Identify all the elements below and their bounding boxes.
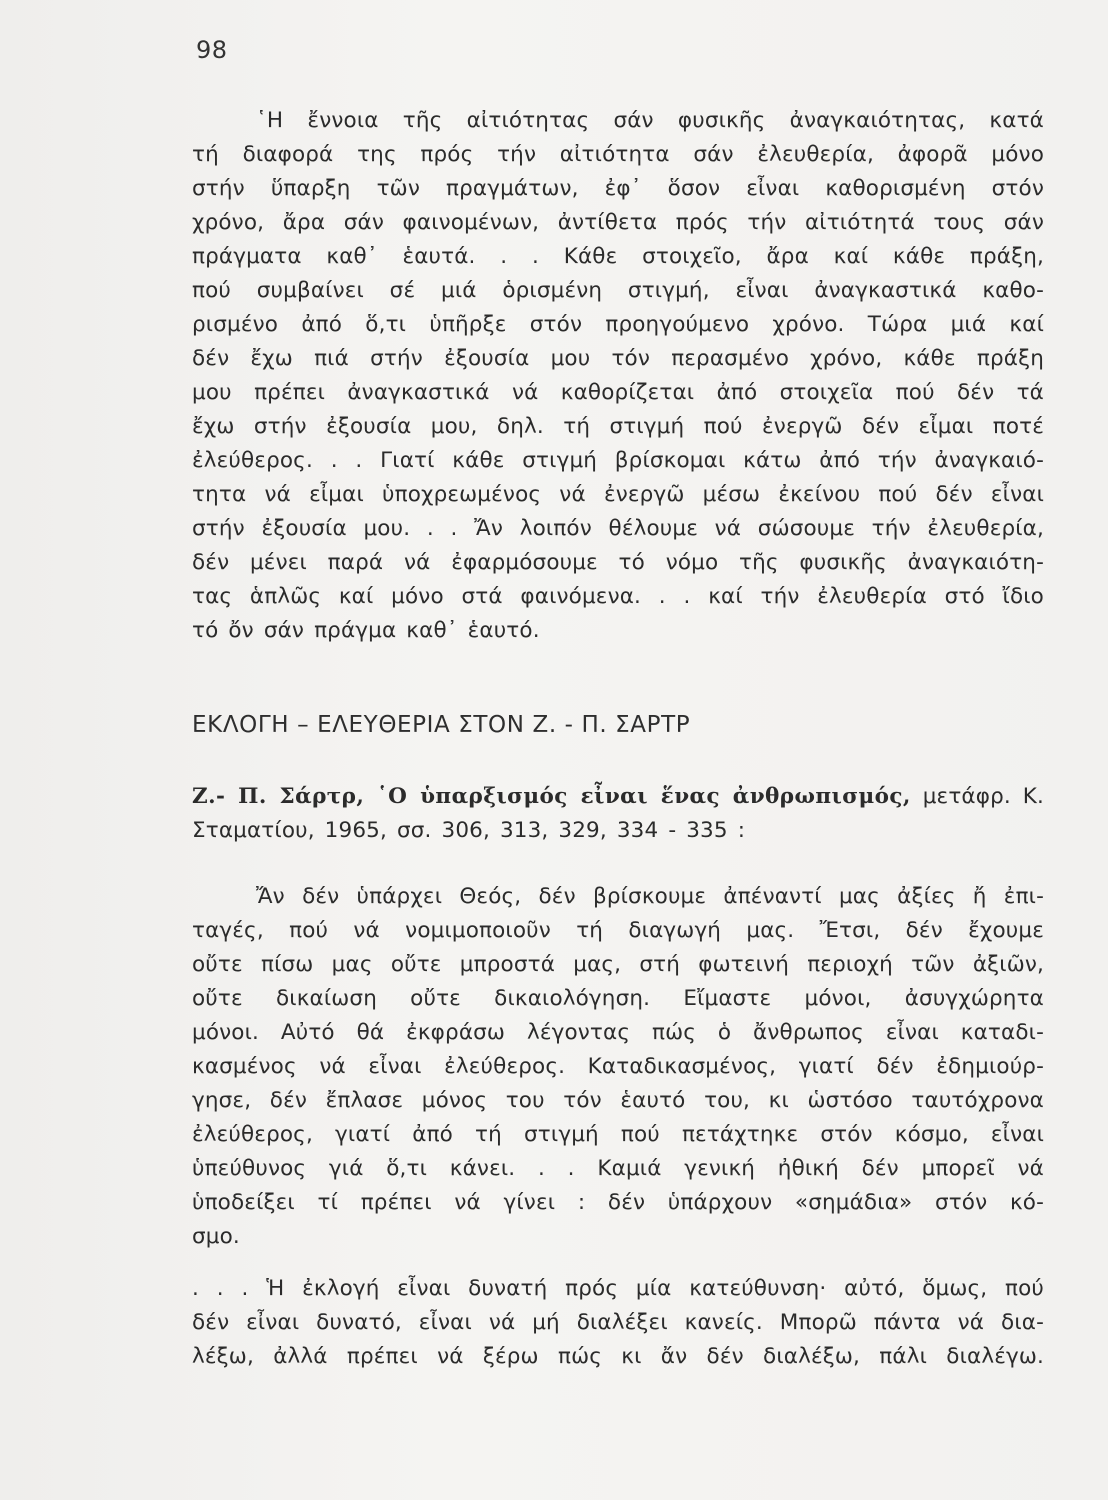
- text-line: στήν ἐξουσία μου. . . Ἄν λοιπόν θέλουμε νά σώσουμε τήν ἐλευθερία,: [192, 516, 1044, 541]
- text-line: Ἄν δέν ὑπάρχει Θεός, δέν βρίσκουμε ἀπέναντί μας ἀξίες ἤ ἐπι-: [256, 884, 1044, 909]
- paragraph-sartre-quote: [192, 880, 1044, 1254]
- text-line: τό ὄν σάν πράγμα καθ᾽ ἑαυτό.: [192, 618, 540, 643]
- text-line: σμο.: [192, 1224, 240, 1249]
- text-line: κασμένος νά εἶναι ἐλεύθερος. Καταδικασμένος, γιατί δέν ἐδημιούρ-: [192, 1054, 1044, 1079]
- bibliography-line-1: [192, 780, 1044, 814]
- text-line: . . . Ἡ ἐκλογή εἶναι δυνατή πρός μία κατεύθυνση· αὐτό, ὅμως, πού: [192, 1276, 1044, 1301]
- paragraph-choice: [192, 1272, 1044, 1374]
- text-line: στήν ὕπαρξη τῶν πραγμάτων, ἐφ᾽ ὅσον εἶναι καθορισμένη στόν: [192, 176, 1044, 201]
- text-line: ὑπεύθυνος γιά ὅ,τι κάνει. . . Καμιά γενική ἠθική δέν μπορεῖ νά: [192, 1156, 1044, 1181]
- text-line: οὔτε δικαίωση οὔτε δικαιολόγηση. Εἴμαστε μόνοι, ἀσυγχώρητα: [192, 986, 1044, 1011]
- text-line: ρισμένο ἀπό ὅ,τι ὑπῆρξε στόν προηγούμενο χρόνο. Τώρα μιά καί: [192, 312, 1044, 337]
- text-line: λέξω, ἀλλά πρέπει νά ξέρω πώς κι ἄν δέν διαλέξω, πάλι διαλέγω.: [192, 1344, 1044, 1369]
- text-line: ἔχω στήν ἐξουσία μου, δηλ. τή στιγμή πού ἐνεργῶ δέν εἶμαι ποτέ: [192, 414, 1044, 439]
- text-line: τητα νά εἶμαι ὑποχρεωμένος νά ἐνεργῶ μέσω ἐκείνου πού δέν εἶναι: [192, 482, 1044, 507]
- bibliography-line-2: Σταματίου, 1965, σσ. 306, 313, 329, 334 - 335 :: [192, 818, 746, 843]
- page-number: 98: [196, 36, 228, 64]
- text-line: ἐλεύθερος. . . Γιατί κάθε στιγμή βρίσκομαι κάτω ἀπό τήν ἀναγκαιό-: [192, 448, 1044, 473]
- text-line: ὑποδείξει τί πρέπει νά γίνει : δέν ὑπάρχουν «σημάδια» στόν κό-: [192, 1190, 1044, 1215]
- text-line: δέν ἔχω πιά στήν ἐξουσία μου τόν περασμένο χρόνο, κάθε πράξη: [192, 346, 1044, 371]
- text-line: τή διαφορά της πρός τήν αἰτιότητα σάν ἐλευθερία, ἀφορᾶ μόνο: [192, 142, 1044, 167]
- text-line: δέν μένει παρά νά ἐφαρμόσουμε τό νόμο τῆς φυσικῆς ἀναγκαιότη-: [192, 550, 1044, 575]
- text-line: τας ἁπλῶς καί μόνο στά φαινόμενα. . . καί τήν ἐλευθερία στό ἴδιο: [192, 584, 1044, 609]
- section-heading: ΕΚΛΟΓΗ – ΕΛΕΥΘΕΡΙΑ ΣΤΟΝ Ζ. - Π. ΣΑΡΤΡ: [192, 712, 691, 738]
- text-line: ταγές, πού νά νομιμοποιοῦν τή διαγωγή μας. Ἔτσι, δέν ἔχουμε: [192, 918, 1044, 943]
- text-line: μόνοι. Αὐτό θά ἐκφράσω λέγοντας πώς ὁ ἄνθρωπος εἶναι καταδι-: [192, 1020, 1044, 1045]
- text-line: χρόνο, ἄρα σάν φαινομένων, ἀντίθετα πρός τήν αἰτιότητά τους σάν: [192, 210, 1044, 235]
- bibliography-translator: μετάφρ. Κ.: [910, 784, 1045, 809]
- bibliography-reference: [192, 780, 1044, 848]
- text-line: πού συμβαίνει σέ μιά ὁρισμένη στιγμή, εἶναι ἀναγκαστικά καθο-: [192, 278, 1044, 303]
- text-line: πράγματα καθ᾽ ἑαυτά. . . Κάθε στοιχεῖο, ἄρα καί κάθε πράξη,: [192, 244, 1044, 269]
- text-line: ἐλεύθερος, γιατί ἀπό τή στιγμή πού πετάχτηκε στόν κόσμο, εἶναι: [192, 1122, 1044, 1147]
- text-line: ῾Η ἔννοια τῆς αἰτιότητας σάν φυσικῆς ἀναγκαιότητας, κατά: [256, 108, 1044, 133]
- text-line: μου πρέπει ἀναγκαστικά νά καθορίζεται ἀπό στοιχεῖα πού δέν τά: [192, 380, 1044, 405]
- text-line: δέν εἶναι δυνατό, εἶναι νά μή διαλέξει κανείς. Μπορῶ πάντα νά δια-: [192, 1310, 1044, 1335]
- bibliography-title: Ζ.- Π. Σάρτρ, ῾Ο ὑπαρξισμός εἶναι ἕνας ἀνθρωπισμός,: [192, 784, 911, 809]
- text-line: γησε, δέν ἔπλασε μόνος του τόν ἑαυτό του, κι ὡστόσο ταυτόχρονα: [192, 1088, 1044, 1113]
- text-line: οὔτε πίσω μας οὔτε μπροστά μας, στή φωτεινή περιοχή τῶν ἀξιῶν,: [192, 952, 1044, 977]
- paragraph-causality: [192, 104, 1044, 648]
